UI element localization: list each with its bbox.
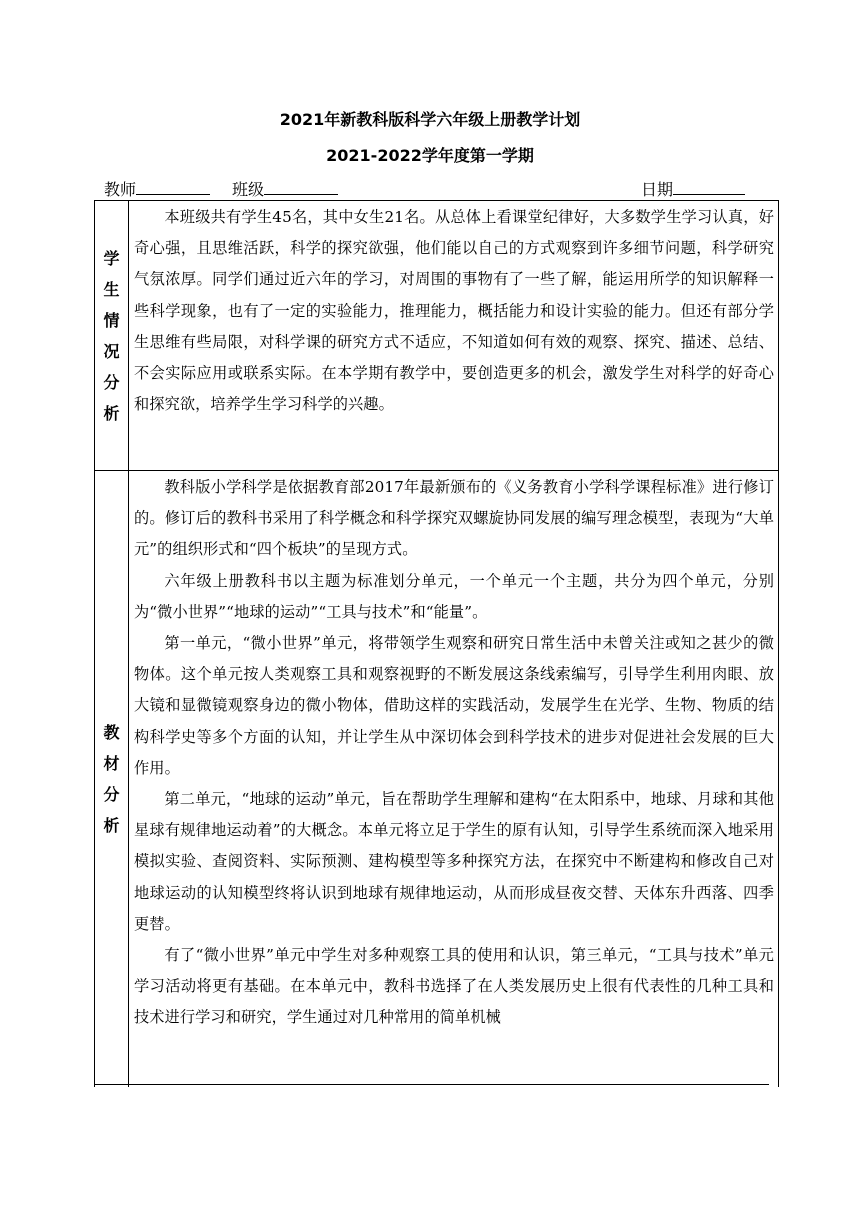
section-content-student-analysis xyxy=(129,201,779,471)
table-bottom-border xyxy=(94,1084,769,1085)
label-char: 学 xyxy=(103,248,120,268)
section-label-student-analysis xyxy=(95,201,129,471)
paragraph: 本班级共有学生45名，其中女生21名。从总体上看课堂纪律好，大多数学生学习认真，好奇心强，且思维活跃，科学的探究欲强，他们能以自己的方式观察到许多细节问题，科学研究气氛浓厚。同学们通过近六年的学习，对周围的事物有了一些了解，能运用所学的知识解释一些科学现象，也有了一定的实验能力，推理能力，概括能力和设计实验的能力。但还有部分学生思维有些局限，对科学课的研究方式不适应，不知道如何有效的观察、探究、描述、总结、不会实际应用或联系实际。在本学期有教学中，要创造更多的机会，激发学生对科学的好奇心和探究欲，培养学生学习科学的兴趣。 xyxy=(134,208,774,414)
plan-table xyxy=(94,200,779,1087)
label-char: 析 xyxy=(103,816,120,835)
paragraph: 第一单元，“微小世界”单元，将带领学生观察和研究日常生活中未曾关注或知之甚少的微物体。这个单元按人类观察工具和观察视野的不断发展这条线索编写，引导学生利用肉眼、放大镜和显微镜观察身边的微小物体，借助这样的实践活动，发展学生在光学、生物、物质的结构科学史等多个方面的认知，并让学生从中深切体会到科学技术的进步对促进社会发展的巨大作用。 xyxy=(134,634,774,777)
teacher-label: 教师 xyxy=(104,180,137,199)
class-field xyxy=(232,178,338,200)
paragraph: 教科版小学科学是依据教育部2017年最新颁布的《义务教育小学科学课程标准》进行修订的。修订后的教科书采用了科学概念和科学探究双螺旋协同发展的编写理念模型，表现为“大单元”的组织形式和“四个板块”的呈现方式。 xyxy=(134,478,774,559)
document-subtitle: 2021-2022学年度第一学期 xyxy=(326,146,534,165)
label-char: 生 xyxy=(103,279,120,299)
label-char: 分 xyxy=(103,785,120,804)
label-char: 教 xyxy=(103,723,120,742)
date-label: 日期 xyxy=(641,180,674,199)
label-char: 情 xyxy=(103,310,120,330)
teacher-blank-line xyxy=(136,178,210,195)
label-char: 析 xyxy=(103,403,120,423)
class-blank-line xyxy=(264,178,338,195)
section-label-textbook-analysis xyxy=(95,471,129,1088)
label-char: 况 xyxy=(103,341,120,361)
paragraph: 有了“微小世界”单元中学生对多种观察工具的使用和认识，第三单元，“工具与技术”单元学习活动将更有基础。在本单元中，教科书选择了在人类发展历史上很有代表性的几种工具和技术进行学习和研究，学生通过对几种常用的简单机械 xyxy=(134,946,774,1027)
document-title: 2021年新教科版科学六年级上册教学计划 xyxy=(279,110,581,129)
section-content-textbook-analysis xyxy=(129,471,779,1088)
teacher-field xyxy=(104,178,210,200)
paragraph: 第二单元，“地球的运动”单元，旨在帮助学生理解和建构“在太阳系中，地球、月球和其他星球有规律地运动着”的大概念。本单元将立足于学生的原有认知，引导学生系统而深入地采用模拟实验、查阅资料、实际预测、建构模型等多种探究方法，在探究中不断建构和修改自己对地球运动的认知模型终将认识到地球有规律地运动，从而形成昼夜交替、天体东升西落、四季更替。 xyxy=(134,790,774,933)
date-field xyxy=(641,178,745,200)
date-blank-line xyxy=(673,178,745,195)
label-char: 分 xyxy=(103,372,120,392)
paragraph: 六年级上册教科书以主题为标准划分单元，一个单元一个主题，共分为四个单元，分别为“微小世界”“地球的运动”“工具与技术”和“能量”。 xyxy=(134,571,774,621)
table-row-textbook-analysis xyxy=(95,471,779,1088)
table-row-student-analysis xyxy=(95,201,779,471)
class-label: 班级 xyxy=(232,180,265,199)
label-char: 材 xyxy=(103,754,120,773)
